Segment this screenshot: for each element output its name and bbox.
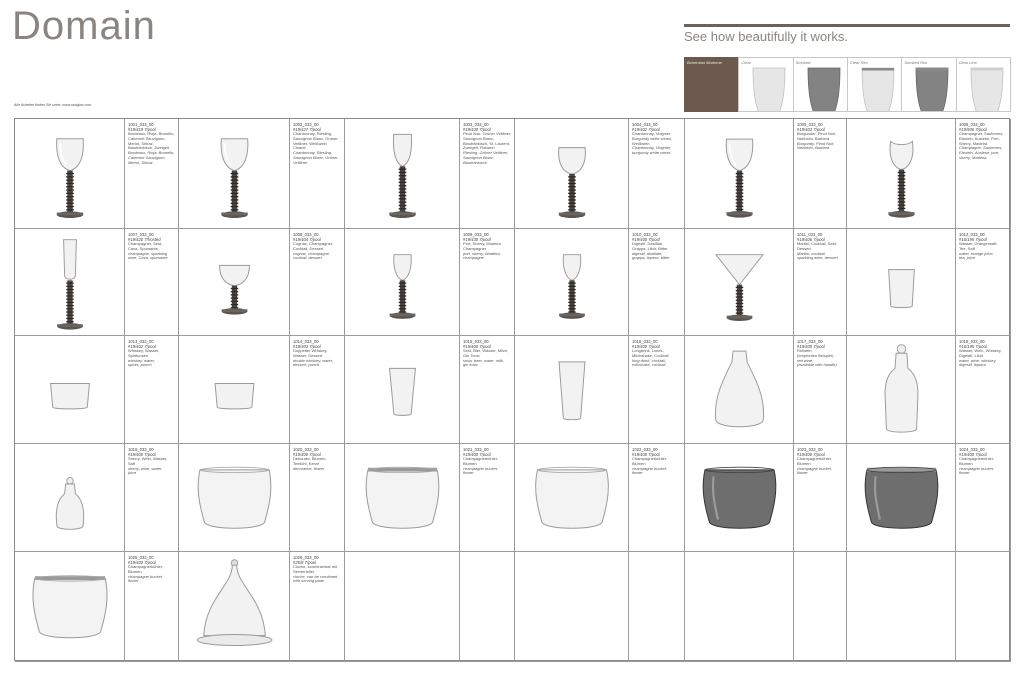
product-image-cell <box>515 229 629 336</box>
product-use: Milchshake, Cocktail <box>632 352 669 358</box>
product-id: #19/400 7/pool <box>463 344 491 349</box>
glass-tumbler-small-icon <box>847 229 956 336</box>
product-use-en: flower <box>632 470 643 476</box>
product-id: #19/400 7/pool <box>632 237 660 242</box>
product-code: 1019_033_00 <box>128 447 154 452</box>
product-use: Nebbiolo, Barbera <box>797 135 830 141</box>
glass-decanter-small-icon <box>15 444 125 552</box>
product-use-en: juice <box>128 470 137 476</box>
product-image-cell <box>179 119 290 229</box>
product-use-en: champagne <box>463 255 484 261</box>
product-use-en: flower <box>128 578 139 584</box>
product-image-cell <box>15 229 125 336</box>
product-use: (empfohlen Beispiel) <box>797 352 834 358</box>
product-code: 1023_033_00 <box>797 447 823 452</box>
glass-stem-small-icon <box>515 229 629 336</box>
product-use: Blumen <box>128 568 142 574</box>
product-use: Tee, Saft <box>959 245 975 251</box>
glass-vase-clear-icon <box>515 444 629 552</box>
product-use-en: cocktail, dessert <box>293 255 322 261</box>
product-code: 1006_033_00 <box>959 122 985 127</box>
product-use-en: milkshake, cocktail <box>632 362 666 368</box>
product-info-cell <box>290 444 345 552</box>
product-image-cell <box>847 444 956 552</box>
product-use-en: champagne bucket, <box>463 465 498 471</box>
product-image-cell <box>515 119 629 229</box>
product-use-en: whiskey, water, <box>128 357 155 363</box>
product-code: 1020_033_00 <box>293 447 319 452</box>
product-use: Chianti <box>293 145 306 151</box>
product-info-cell <box>460 119 515 229</box>
product-code: 1012_033_00 <box>959 232 985 237</box>
product-image-cell <box>515 552 629 662</box>
product-use: Digestif, Destillat, <box>632 241 663 246</box>
product-use-en: Chardonnay, Riesling, <box>293 150 333 156</box>
product-use-en: gin tonic <box>463 362 478 368</box>
product-use: Sherry, Wein, Wasser, <box>128 456 168 461</box>
glass-stem-tulip-icon <box>847 119 956 229</box>
product-use: Blumen <box>797 460 811 466</box>
product-use-en: cognac, champagne, <box>293 250 331 256</box>
product-use-en: water, wine, whiskey, <box>959 357 997 363</box>
product-id: #19/400 7/pool <box>632 344 660 349</box>
product-use: Spirituosen <box>128 352 149 358</box>
product-image-cell <box>685 552 794 662</box>
glass-stem-wine-icon <box>685 119 794 229</box>
product-use: Rotwein <box>797 348 812 353</box>
product-info-cell <box>956 552 1011 662</box>
product-use: Champagnerkühler, <box>959 456 994 461</box>
product-info-cell <box>629 552 685 662</box>
product-id: #19/420 7/frosted <box>128 237 161 242</box>
product-use: Cloche, kombinierbar mit <box>293 564 338 569</box>
product-code: 1002_033_00 <box>293 122 319 127</box>
product-info-cell <box>460 552 515 662</box>
product-use-en: Sauvignon Blanc, Grüner <box>293 154 338 160</box>
glass-cloche-icon <box>179 552 290 662</box>
product-info-cell <box>629 444 685 552</box>
product-id: #19/406 7/pool <box>797 237 825 242</box>
product-code: 1005_033_00 <box>797 122 823 127</box>
product-id: #19/427 7/pool <box>293 127 321 132</box>
product-info-cell <box>629 119 685 229</box>
product-use-en: spirits, punch <box>128 362 152 368</box>
product-id: #19/400 7/pool <box>797 452 825 457</box>
product-use: Blumen <box>959 460 973 466</box>
product-use: Cocktail, Dessert <box>293 245 324 251</box>
product-use: Chardonnay, Riesling, <box>293 131 333 136</box>
product-info-cell <box>794 444 847 552</box>
product-use: Champagnerkühler, <box>128 564 163 569</box>
product-id: #19/400 7/pool <box>293 452 321 457</box>
product-code: 1016_033_00 <box>632 339 658 344</box>
product-code: 1010_033_00 <box>632 232 658 237</box>
product-info-cell <box>290 336 345 444</box>
finish-label: Bohemian Moderne <box>687 60 722 65</box>
product-info-cell <box>794 119 847 229</box>
product-use: Champagner, Sauternes, <box>959 131 1004 136</box>
finish-sample-icon <box>848 58 902 112</box>
product-use-en: port, sherry, Madeira, <box>463 250 501 256</box>
product-id: #19/400 7/pool <box>128 560 156 565</box>
product-use: Martini, Cocktail, Sekt, <box>797 241 837 246</box>
product-use-en: champagne bucket, <box>797 465 832 471</box>
product-code: 1014_033_00 <box>293 339 319 344</box>
product-code: 1004_033_00 <box>632 122 658 127</box>
product-info-cell <box>956 336 1011 444</box>
product-info-cell <box>290 229 345 336</box>
product-id: #19/400 7/pool <box>463 452 491 457</box>
product-use-en: Martini, cocktail, <box>797 250 826 256</box>
product-use-en: champagne, sparkling <box>128 250 168 256</box>
glass-stem-short-icon <box>179 229 290 336</box>
product-info-cell <box>290 552 345 662</box>
product-id: #19/430 7/pool <box>463 237 491 242</box>
product-use-en: Eiswein, Auslese, port, <box>959 150 1000 156</box>
product-use: Gin Tonic <box>463 352 480 358</box>
product-info-cell <box>956 229 1011 336</box>
product-use: Grappa, Likör, Bitter <box>632 245 668 251</box>
glass-vase-smoke-rim-icon <box>847 444 956 552</box>
product-use: Digestif, Likör <box>959 352 984 358</box>
product-image-cell <box>15 444 125 552</box>
product-use: Burgunder, Pinot Noir, <box>797 131 837 136</box>
product-id: #19/506 7/pool <box>959 127 987 132</box>
product-code: 1007_033_00 <box>128 232 154 237</box>
product-id: #19/430 7/pool <box>463 127 491 132</box>
product-use: Port, Sherry, Madeira, <box>463 241 502 246</box>
product-info-cell <box>460 444 515 552</box>
product-image-cell <box>685 119 794 229</box>
product-code: 1018_033_00 <box>959 339 985 344</box>
glass-vase-low-icon <box>179 444 290 552</box>
product-use: Longdrink, Limes, <box>632 348 664 353</box>
product-id: #19/402 7/pool <box>128 344 156 349</box>
product-image-cell <box>847 336 956 444</box>
glass-stem-flute-icon <box>15 229 125 336</box>
product-use: Cognac, Champagner, <box>293 241 334 246</box>
product-info-cell <box>125 444 179 552</box>
product-use-en: decorative, flower <box>293 465 325 471</box>
product-use-en: red wine, <box>797 357 814 363</box>
glass-tumbler-taller-icon <box>515 336 629 444</box>
glass-decanter-icon <box>847 336 956 444</box>
product-code: 1026_033_00 <box>293 555 319 560</box>
product-image-cell <box>15 552 125 662</box>
product-use: Dekorativ, Blumen, <box>293 456 327 461</box>
product-info-cell <box>629 229 685 336</box>
product-use: Sauvignon Blanc, Grüner <box>293 135 338 141</box>
product-use-en: champagne bucket, <box>959 465 994 471</box>
product-info-cell <box>956 444 1011 552</box>
product-code: 1025_033_00 <box>128 555 154 560</box>
product-info-cell <box>460 336 515 444</box>
product-use: Eiswein, Auslese, Port, <box>959 135 1000 141</box>
product-image-cell <box>685 444 794 552</box>
product-use-en: sherry, Madeira <box>959 154 987 160</box>
product-use-en: dessert, punch <box>293 362 320 368</box>
product-use: Pinot Noir, Grüner Veltliner, <box>463 131 512 136</box>
finish-label: Clear <box>741 60 751 65</box>
product-image-cell <box>15 119 125 229</box>
product-code: 1003_033_00 <box>463 122 489 127</box>
product-use-en: wine, Cava, spumante <box>128 255 168 261</box>
product-use-en: Veltliner <box>293 159 308 165</box>
product-use-en: water, orange juice, <box>959 250 994 256</box>
product-code: 1013_033_00 <box>128 339 154 344</box>
product-image-cell <box>685 229 794 336</box>
product-image-cell <box>179 229 290 336</box>
glass-stem-small-icon <box>345 229 460 336</box>
product-info-cell <box>290 119 345 229</box>
glass-stem-wine-b-icon <box>179 119 290 229</box>
product-use-en: with serving plate <box>293 578 324 584</box>
product-id: #19/403 7/pool <box>797 127 825 132</box>
finish-smoked-rim <box>901 57 956 112</box>
finish-sample-icon <box>957 58 1011 112</box>
product-use: Teelicht, Kerze <box>293 460 320 466</box>
product-use: Veltliner, Weißwein <box>293 140 327 146</box>
product-image-cell <box>685 336 794 444</box>
product-info-cell <box>125 336 179 444</box>
product-code: 1021_033_00 <box>463 447 489 452</box>
product-use-en: cloche, can be combined <box>293 573 338 579</box>
finish-clear-line <box>956 57 1011 112</box>
glass-martini-icon <box>685 229 794 336</box>
product-info-cell <box>125 552 179 662</box>
product-image-cell <box>515 444 629 552</box>
product-use-en: double whiskey, water, <box>293 357 333 363</box>
product-use: Merlot, Shiraz, <box>128 140 154 146</box>
product-image-cell <box>515 336 629 444</box>
finish-swatch <box>684 57 739 112</box>
product-info-cell <box>794 552 847 662</box>
product-id: #16/195 7/pool <box>959 237 987 242</box>
product-use: Wasser, Orangensaft, <box>959 241 998 246</box>
product-use: Bordeaux, Rioja, Brunello, <box>128 131 175 136</box>
product-use-en: Merlot, Shiraz <box>128 159 153 165</box>
finish-clear-rim <box>847 57 902 112</box>
product-id: #19/404 7/pool <box>293 237 321 242</box>
glass-carafe-wide-icon <box>685 336 794 444</box>
finish-sample-icon <box>794 58 848 112</box>
product-image-cell <box>179 336 290 444</box>
product-use: Champagnerkühler, <box>632 456 667 461</box>
product-use-en: digestif, liqueur <box>959 362 986 368</box>
product-id: #19/400 7/pool <box>128 452 156 457</box>
product-use-en: sparkling wine, dessert <box>797 255 838 261</box>
product-use: Dessert <box>797 245 811 251</box>
product-use: Champagner, Sekt, <box>128 241 163 246</box>
product-code: 1009_033_00 <box>463 232 489 237</box>
product-info-cell <box>956 119 1011 229</box>
product-use-en: Riesling, Grüner Veltliner, <box>463 150 509 156</box>
product-use-en: Champagne, Sauternes, <box>959 145 1003 151</box>
product-grid <box>14 118 1010 661</box>
product-image-cell <box>847 119 956 229</box>
product-use-en: Cabernet Sauvignon, <box>128 154 166 160</box>
product-image-cell <box>345 552 460 662</box>
product-code: 1024_033_00 <box>959 447 985 452</box>
product-use: Wasser, Dessert <box>293 352 323 358</box>
product-use-en: champagne bucket, <box>632 465 667 471</box>
product-image-cell <box>179 552 290 662</box>
product-info-cell <box>794 229 847 336</box>
product-use-en: champagne bucket, <box>128 573 163 579</box>
product-use-en: digestif, distillate, <box>632 250 663 256</box>
product-info-cell <box>629 336 685 444</box>
product-image-cell <box>15 336 125 444</box>
product-use: Chardonnay, Viognier, <box>632 131 672 136</box>
finish-legend <box>684 57 1010 112</box>
product-image-cell <box>179 444 290 552</box>
product-use-en: sherry, wine, water, <box>128 465 163 471</box>
glass-vase-rim-icon <box>345 444 460 552</box>
product-use-en: grappa, liqueur, bitter <box>632 255 670 261</box>
product-use-en: Burgundy, Pinot Noir, <box>797 140 835 146</box>
product-use-en: Chardonnay, Viognier, <box>632 145 672 151</box>
product-code: 1017_033_00 <box>797 339 823 344</box>
product-use: Champagnerkühler, <box>797 456 832 461</box>
product-id: #19/402 7/pool <box>632 127 660 132</box>
product-image-cell <box>345 119 460 229</box>
product-use: Sherry, Madeira <box>959 140 988 146</box>
product-use: Wasser, Wein, Whiskey, <box>959 348 1002 353</box>
product-use: Blaufränkisch, Zweigelt <box>128 145 170 151</box>
tagline-rule <box>684 24 1010 27</box>
finish-label: Clear Rim <box>849 60 868 65</box>
product-code: 1008_033_00 <box>293 232 319 237</box>
product-info-cell <box>125 229 179 336</box>
product-use: Cabernet Sauvignon, <box>128 135 166 141</box>
product-use: Champagnerkühler, <box>463 456 498 461</box>
product-use-en: flower <box>797 470 808 476</box>
product-image-cell <box>345 229 460 336</box>
product-code: 1015_033_00 <box>463 339 489 344</box>
product-use: Cava, Spumante <box>128 245 158 251</box>
product-use-en: soda, beer, water, milk, <box>463 357 504 363</box>
product-use: Champagner <box>463 245 487 251</box>
product-image-cell <box>345 336 460 444</box>
finish-sample-icon <box>902 58 956 112</box>
glass-tumbler-low-icon <box>15 336 125 444</box>
product-use: Zweigelt, Rotwein <box>463 145 495 151</box>
glass-vase-smoke-icon <box>685 444 794 552</box>
glass-tumbler-low-icon <box>179 336 290 444</box>
product-use: Sekt, Bier, Wasser, Milch, <box>463 348 509 353</box>
product-info-cell <box>125 119 179 229</box>
product-use: Burgundy white wines, <box>632 135 673 141</box>
glass-stem-tall-icon <box>345 119 460 229</box>
product-id: #25/8 7/pool <box>293 560 317 565</box>
product-image-cell <box>847 229 956 336</box>
product-id: #16/195 7/pool <box>959 344 987 349</box>
product-use-en: (available with handle) <box>797 362 837 368</box>
product-use: Sauvignon Blanc, <box>463 135 495 141</box>
finish-label: Smoked Rim <box>904 60 928 65</box>
product-info-cell <box>460 229 515 336</box>
product-use-en: Nebbiolo, Barbera <box>797 145 830 151</box>
finish-clear <box>738 57 793 112</box>
product-use-en: long drink, cocktail, <box>632 357 667 363</box>
finish-sample-icon <box>739 58 793 112</box>
product-use-en: Bordeaux, Rioja, Brunello, <box>128 150 175 156</box>
finish-label: Clear Line <box>958 60 977 65</box>
product-use-en: burgundy white wines <box>632 150 671 156</box>
page-title: Domain <box>12 4 156 48</box>
product-use-en: flower <box>959 470 970 476</box>
website-note: Alle Arbeiten finden Sie unter: www.rastglas.com <box>14 103 92 107</box>
product-use-en: Sauvignon Blanc, <box>463 154 495 160</box>
finish-smoked <box>793 57 848 112</box>
product-id: #19/400 7/pool <box>632 452 660 457</box>
product-use: Doppelter Whiskey, <box>293 348 328 353</box>
product-code: 1022_033_00 <box>632 447 658 452</box>
glass-vase-rim-icon <box>15 552 125 662</box>
glass-stem-bowl-icon <box>515 119 629 229</box>
product-use: Blaufränkisch, St. Laurent, <box>463 140 510 146</box>
finish-label: Smoked <box>795 60 811 65</box>
product-use: Blumen <box>463 460 477 466</box>
product-use: Servierteller <box>293 568 315 574</box>
glass-stem-wine-icon <box>15 119 125 229</box>
product-use: Saft <box>128 460 136 466</box>
glass-tumbler-tall-icon <box>345 336 460 444</box>
product-use-en: tea, juice <box>959 255 976 261</box>
product-use: Blumen <box>632 460 646 466</box>
tagline: See how beautifully it works. <box>684 29 849 44</box>
product-code: 1011_033_00 <box>797 232 823 237</box>
product-use: Weißwein <box>632 140 650 146</box>
product-use-en: flower <box>463 470 474 476</box>
product-id: #19/400 7/pool <box>959 452 987 457</box>
product-id: #19/419 7/pool <box>128 127 156 132</box>
product-image-cell <box>345 444 460 552</box>
product-id: #19/403 7/pool <box>293 344 321 349</box>
product-use: Whiskey, Wasser, <box>128 348 160 353</box>
product-id: #19/400 7/pool <box>797 344 825 349</box>
product-image-cell <box>847 552 956 662</box>
product-use-en: Blaufränkisch <box>463 159 488 165</box>
product-info-cell <box>794 336 847 444</box>
product-code: 1001_033_00 <box>128 122 154 127</box>
